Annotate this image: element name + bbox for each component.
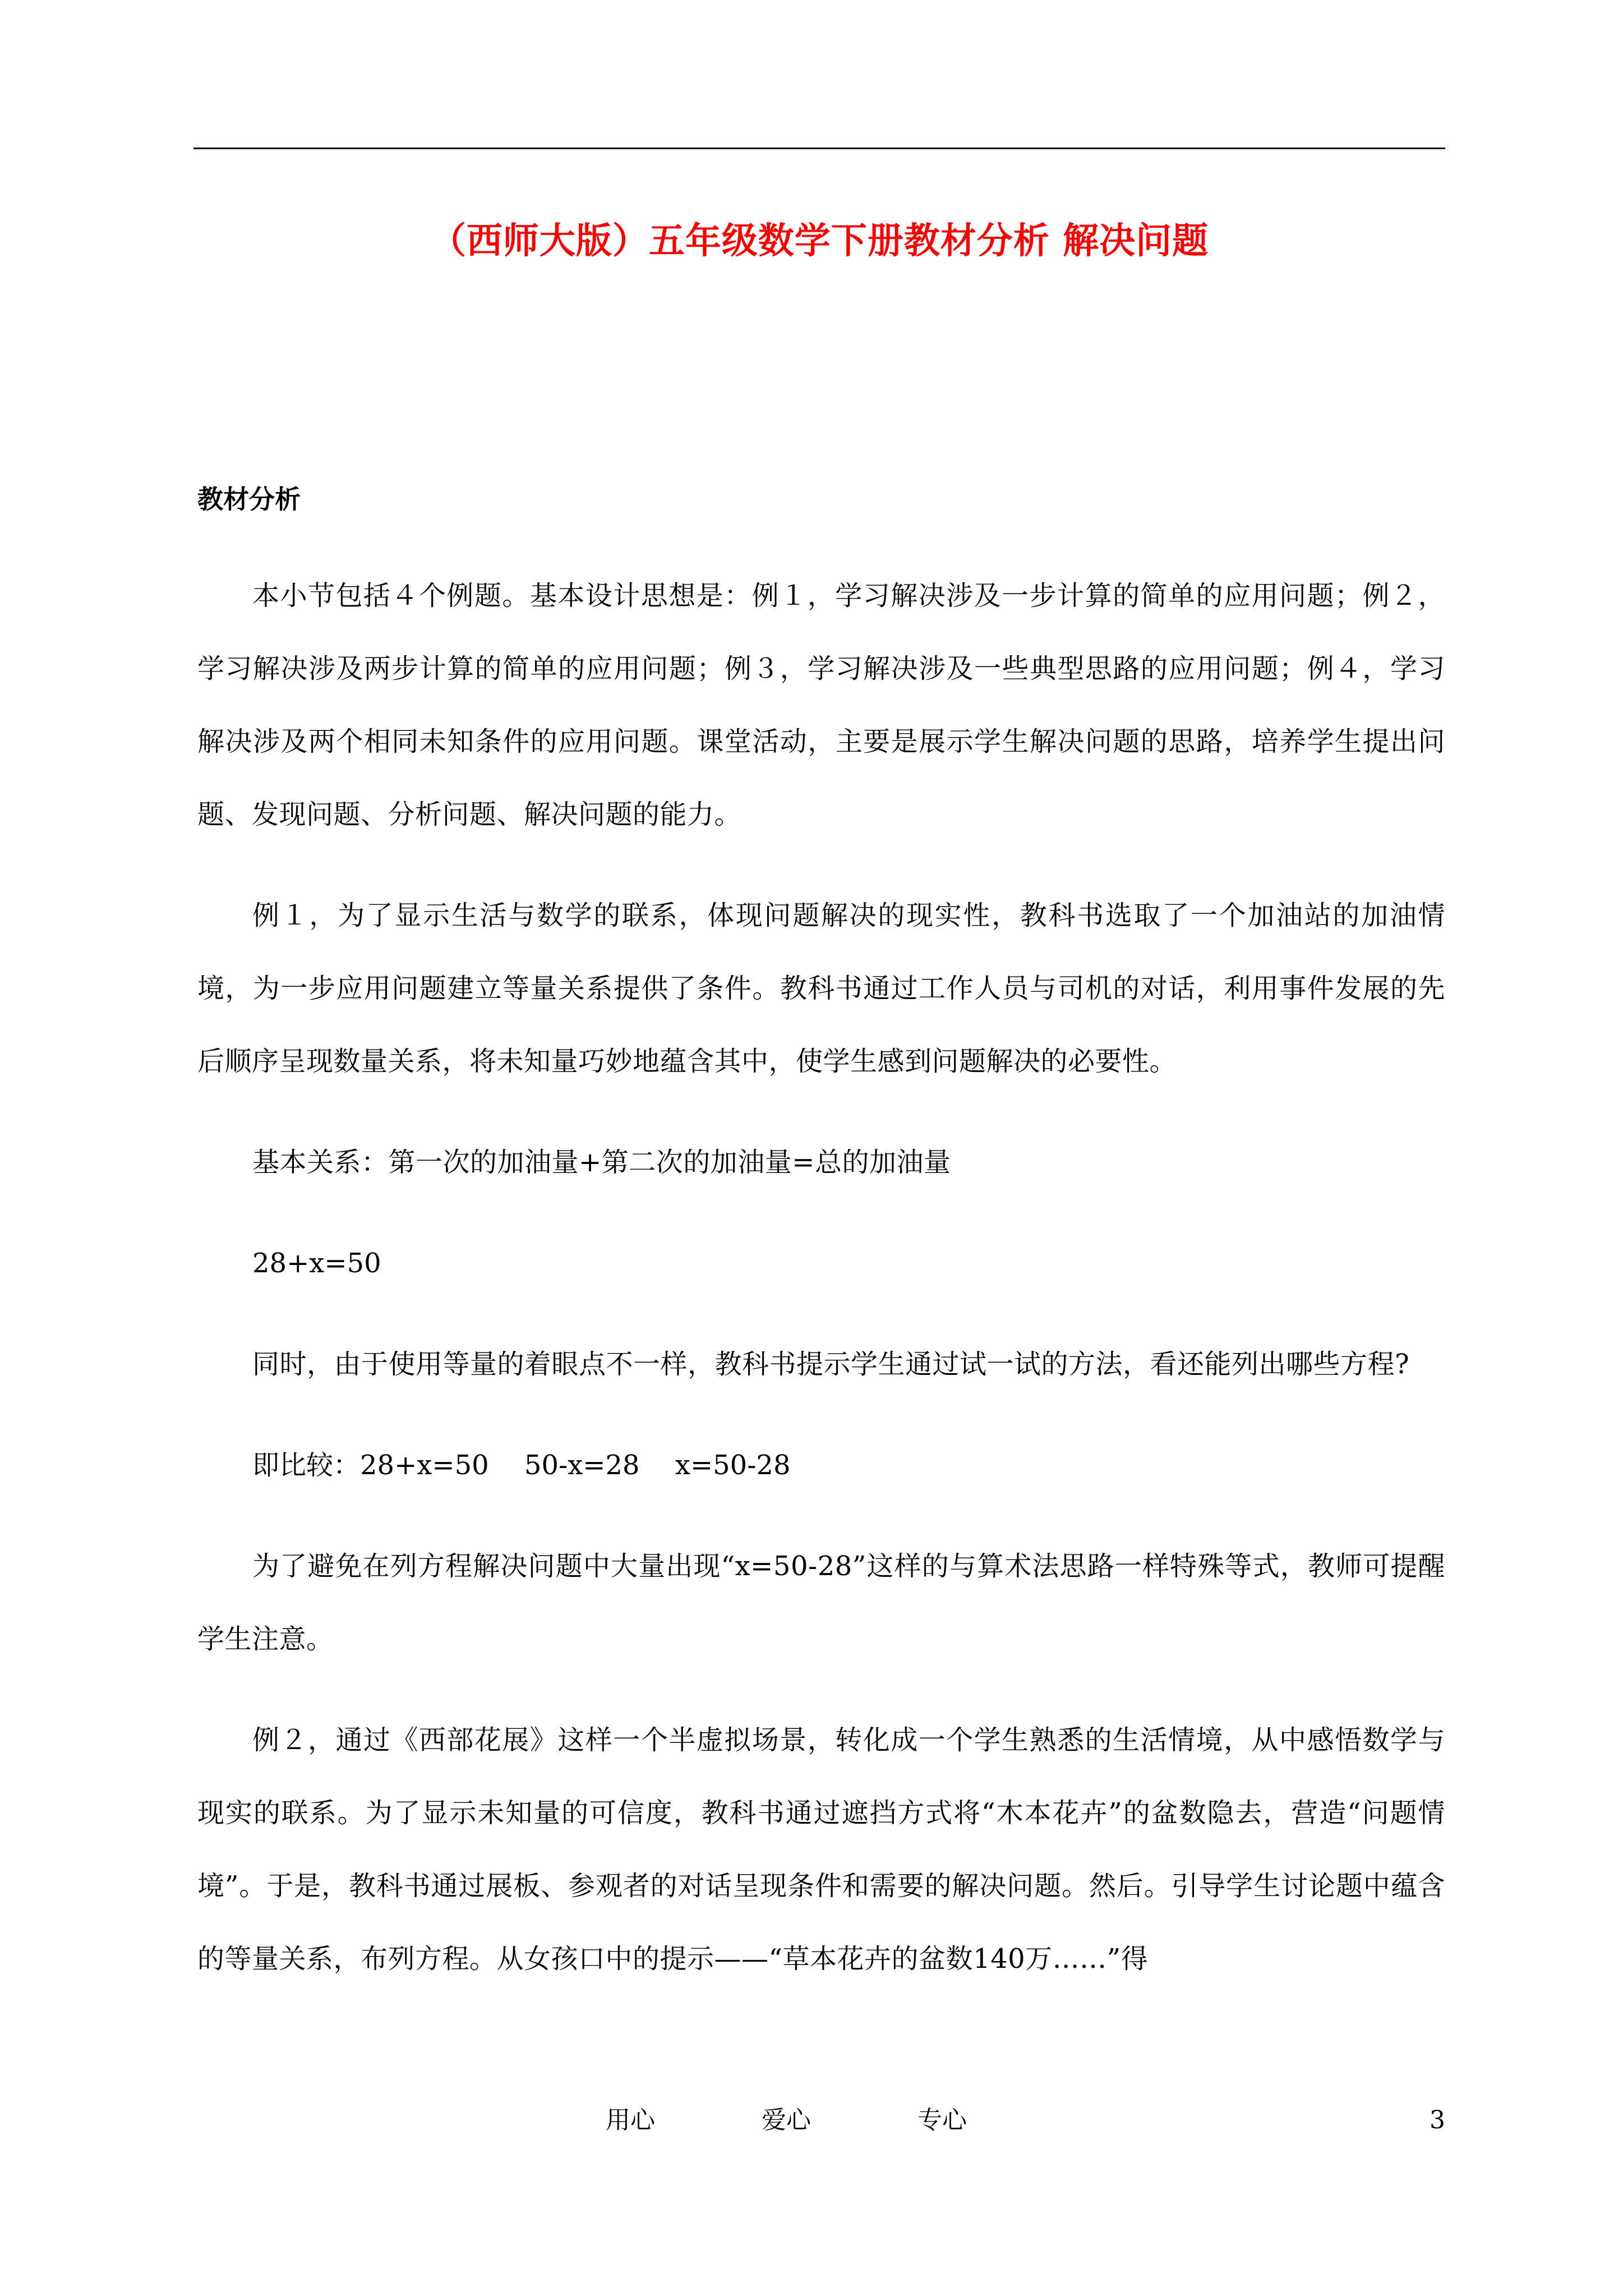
paragraph-example-1: 例１，为了显示生活与数学的联系，体现问题解决的现实性，教科书选取了一个加油站的加油情境，为一步应用问题建立等量关系提供了条件。教科书通过工作人员与司机的对话，利用事件发展的先后顺序呈现数量关系，将未知量巧妙地蕴含其中，使学生感到问题解决的必要性。 [197, 900, 1445, 1077]
document-title: （西师大版）五年级数学下册教材分析 解决问题 [430, 220, 1209, 262]
footer-motto: 爱心 [762, 2106, 811, 2134]
paragraph-example-2: 例２，通过《西部花展》这样一个半虚拟场景，转化成一个学生熟悉的生活情境，从中感悟数学与现实的联系。为了显示未知量的可信度，教科书通过遮挡方式将“木本花卉”的盆数隐去，营造“问题情境”。于是，教科书通过展板、参观者的对话呈现条件和需要的解决问题。然后。引导学生讨论题中蕴含的等量关系，布列方程。从女孩口中的提示——“草本花卉的盆数140万……”得 [197, 1724, 1445, 1975]
equation-line: 28+x=50 [252, 1248, 381, 1279]
paragraph-try-it: 同时，由于使用等量的着眼点不一样，教科书提示学生通过试一试的方法，看还能列出哪些方程? [252, 1349, 1410, 1380]
paragraph-overview: 本小节包括４个例题。基本设计思想是：例１，学习解决涉及一步计算的简单的应用问题；例２，学习解决涉及两步计算的简单的应用问题；例３，学习解决涉及一些典型思路的应用问题；例４，学习解决涉及两个相同未知条件的应用问题。课堂活动，主要是展示学生解决问题的思路，培养学生提出问题、发现问题、分析问题、解决问题的能力。 [197, 580, 1445, 830]
paragraph-teacher-note: 为了避免在列方程解决问题中大量出现“x=50-28”这样的与算术法思路一样特殊等式，教师可提醒学生注意。 [197, 1550, 1445, 1655]
paragraph-basic-relation: 基本关系：第一次的加油量+第二次的加油量=总的加油量 [252, 1147, 951, 1178]
footer-mottos [606, 2104, 1066, 2137]
footer-motto: 专心 [917, 2106, 967, 2134]
body-text [197, 559, 1445, 2023]
page-number: 3 [1430, 2106, 1445, 2134]
footer-motto: 用心 [606, 2106, 655, 2134]
section-heading: 教材分析 [197, 484, 301, 514]
header-divider [193, 148, 1445, 149]
equation-comparison: 即比较：28+x=50 50-x=28 x=50-28 [252, 1450, 791, 1481]
